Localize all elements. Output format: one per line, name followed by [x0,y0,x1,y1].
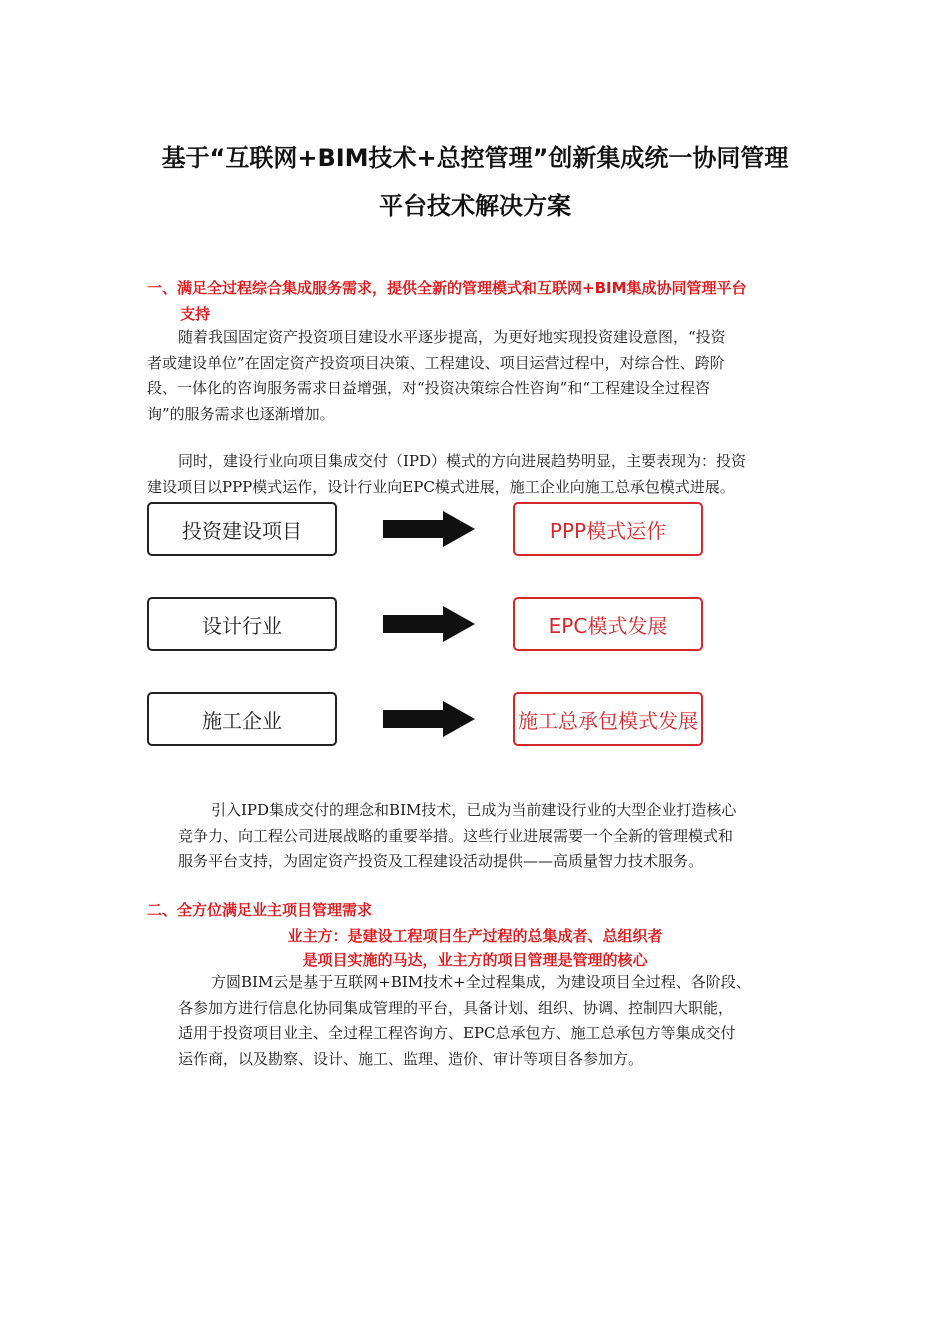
owner-emphasis-line-1: 业主方：是建设工程项目生产过程的总集成者、总组织者 [287,927,663,945]
paragraph-line: 者或建设单位”在固定资产投资项目决策、工程建设、项目运营过程中，对综合性、跨阶 [147,353,725,372]
section-1-heading-line-2: 支持 [180,305,211,323]
diagram-box-epc-mode: EPC模式发展 [513,597,703,651]
owner-emphasis-line-2: 是项目实施的马达，业主方的项目管理是管理的核心 [302,951,648,969]
paragraph-line: 随着我国固定资产投资项目建设水平逐步提高，为更好地实现投资建设意图，“投资 [178,328,726,346]
diagram-box-general-contracting-mode: 施工总承包模式发展 [513,692,703,746]
section-1-paragraph-1 [147,325,726,427]
paragraph-line: 运作商，以及勘察、设计、施工、监理、造价、审计等项目各参加方。 [178,1049,644,1068]
section-1-heading [147,275,747,327]
document-title-line-2: 平台技术解决方案 [379,192,571,220]
section-1-paragraph-2 [147,449,746,500]
section-2-paragraph [178,970,751,1072]
paragraph-line: 引入IPD集成交付的理念和BIM技术，已成为当前建设行业的大型企业打造核心 [211,801,737,819]
section-1-paragraph-3 [178,798,736,875]
paragraph-line: 建设项目以PPP模式运作，设计行业向EPC模式进展，施工企业向施工总承包模式进展。 [147,477,735,496]
paragraph-line: 服务平台支持，为固定资产投资及工程建设活动提供——高质量智力技术服务。 [178,852,704,870]
right-arrow-icon [383,511,475,547]
section-1-heading-line-1: 一、满足全过程综合集成服务需求，提供全新的管理模式和互联网+BIM集成协同管理平台 [147,279,747,297]
diagram-box-investment-project: 投资建设项目 [147,502,337,556]
right-arrow-icon [383,606,475,642]
paragraph-line: 同时，建设行业向项目集成交付（IPD）模式的方向进展趋势明显，主要表现为：投资 [178,452,747,470]
document-title-line-1: 基于“互联网+BIM技术+总控管理”创新集成统一协同管理 [161,144,789,172]
paragraph-line: 各参加方进行信息化协同集成管理的平台，具备计划、组织、协调、控制四大职能， [178,998,734,1017]
paragraph-line: 适用于投资项目业主、全过程工程咨询方、EPC总承包方、施工总承包方等集成交付 [178,1024,736,1042]
section-2-heading: 二、全方位满足业主项目管理需求 [147,901,373,919]
right-arrow-icon [383,701,475,737]
diagram-box-ppp-mode: PPP模式运作 [513,502,703,556]
paragraph-line: 方圆BIM云是基于互联网+BIM技术+全过程集成，为建设项目全过程、各阶段、 [211,973,751,991]
diagram-box-design-industry: 设计行业 [147,597,337,651]
diagram-box-construction-enterprise: 施工企业 [147,692,337,746]
paragraph-line: 竞争力、向工程公司进展战略的重要举措。这些行业进展需要一个全新的管理模式和 [178,826,734,845]
paragraph-line: 询”的服务需求也逐渐增加。 [147,404,335,423]
paragraph-line: 段、一体化的咨询服务需求日益增强，对“投资决策综合性咨询”和“工程建设全过程咨 [147,379,711,397]
